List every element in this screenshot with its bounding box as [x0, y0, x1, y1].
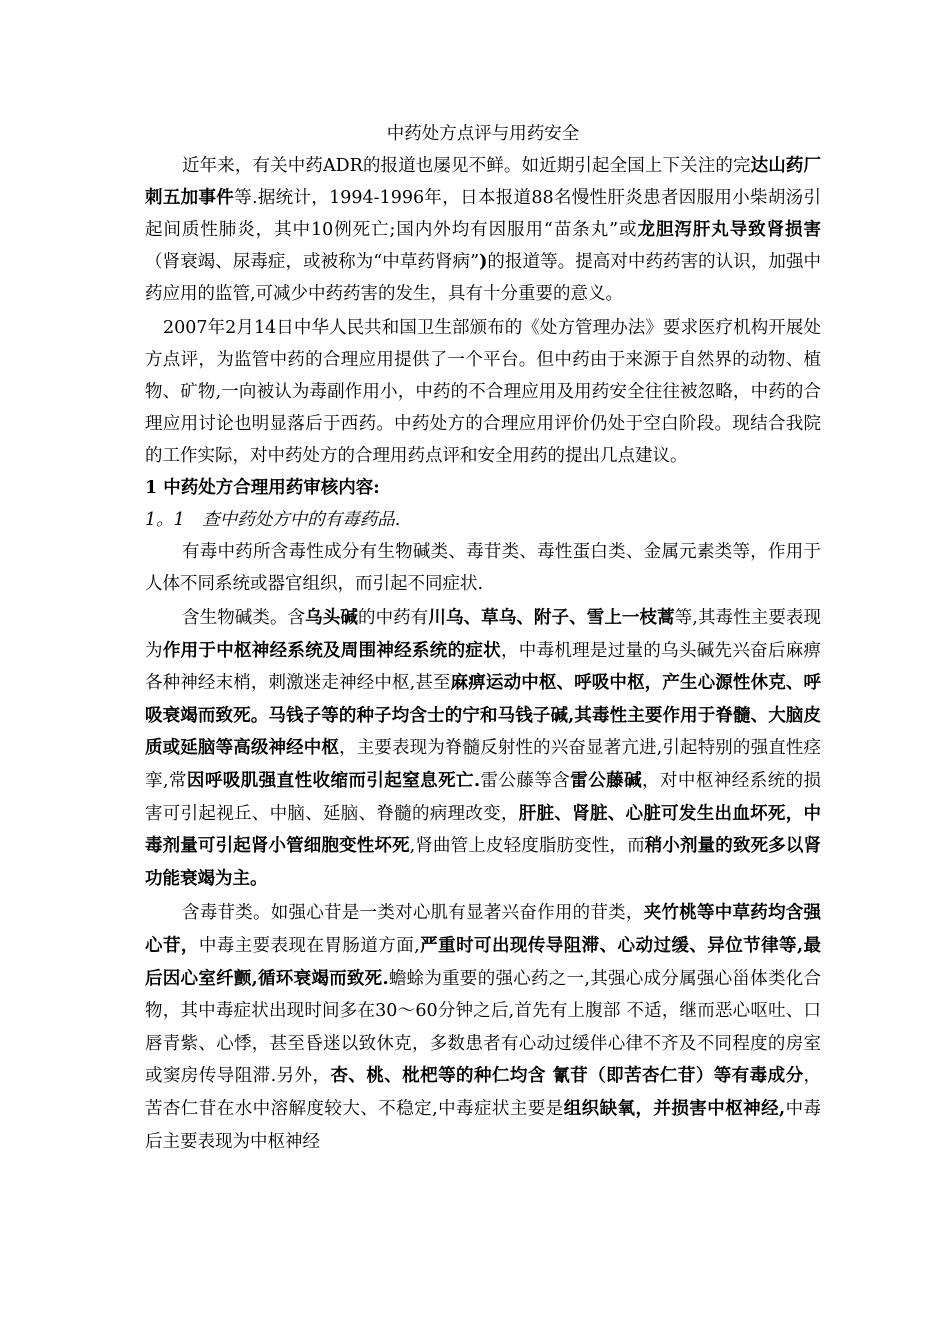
document-page — [145, 118, 821, 1158]
paragraph-toxic-components: 有毒中药所含毒性成分有生物碱类、毒苷类、毒性蛋白类、金属元素类等，作用于人体不同系统或器官组织，而引起不同症状. — [145, 542, 821, 594]
paragraph-alkaloids: 含生物碱类。含乌头碱的中药有川乌、草乌、附子、雪上一枝蒿等,其毒性主要表现为作用于中枢神经系统及周围神经系统的症状，中毒机理是过量的乌头碱先兴奋后麻痹各种神经末梢，刺激迷走神经中枢,甚至麻痹运动中枢、呼吸中枢，产生心源性休克、呼吸衰竭而致死。马钱子等的种子均含士的宁和马钱子碱,其毒性主要作用于脊髓、大脑皮质或延脑等高级神经中枢，主要表现为脊髓反射性的兴奋显著亢进,引起特别的强直性痉挛,常因呼吸肌强直性收缩而引起窒息死亡.雷公藤等含雷公藤碱，对中枢神经系统的损害可引起视丘、中脑、延脑、脊髓的病理改变，肝脏、肾脏、心脏可发生出血坏死，中毒剂量可引起肾小管细胞变性坏死,肾曲管上皮轻度脂肪变性，而稍小剂量的致死多以肾功能衰竭为主。 — [145, 608, 822, 889]
document-title: 中药处方点评与用药安全 — [386, 124, 580, 144]
paragraph-regulation: 2007年2月14日中华人民共和国卫生部颁布的《处方管理办法》要求医疗机构开展处方点评，为监管中药的合理应用提供了一个平台。但中药由于来源于自然界的动物、植物、矿物,一向被认为毒副作用小，中药的不合理应用及用药安全往往被忽略，中药的合理应用讨论也明显落后于西药。中药处方的合理应用评价仍处于空白阶段。现结合我院的工作实际，对中药处方的合理用药点评和安全用药的提出几点建议。 — [145, 318, 821, 466]
paragraph-intro: 近年来，有关中药ADR的报道也屡见不鲜。如近期引起全国上下关注的完达山药厂刺五加事件等.据统计，1994-1996年，日本报道88名慢性肝炎患者因服用小柴胡汤引起间质性肺炎，其中10例死亡;国内外均有因服用“苗条丸”或龙胆泻肝丸导致肾损害（肾衰竭、尿毒症，或被称为“中草药肾病”)的报道等。提高对中药药害的认识，加强中药应用的监管,可减少中药药害的发生，具有十分重要的意义。 — [145, 156, 822, 304]
section-heading-1-1: 1。1 查中药处方中的有毒药品. — [145, 510, 401, 530]
paragraph-glycosides: 含毒苷类。如强心苷是一类对心肌有显著兴奋作用的苷类，夹竹桃等中草药均含强心苷，中毒主要表现在胃肠道方面,严重时可出现传导阻滞、心动过缓、异位节律等,最后因心室纤颤,循环衰竭而致死.蟾蜍为重要的强心药之一,其强心成分属强心甾体类化合物，其中毒症状出现时间多在30～60分钟之后,首先有上腹部 不适，继而恶心呕吐、口唇青紫、心悸，甚至昏迷以致休克，多数患者有心动过缓伴心律不齐及不同程度的房室或窦房传导阻滞.另外，杏、桃、枇杷等的种仁均含 氰苷（即苦杏仁苷）等有毒成分，苦杏仁苷在水中溶解度较大、不稳定,中毒症状主要是组织缺氧，并损害中枢神经,中毒后主要表现为中枢神经 — [145, 903, 822, 1152]
section-heading-1: 1 中药处方合理用药审核内容: — [145, 478, 380, 498]
